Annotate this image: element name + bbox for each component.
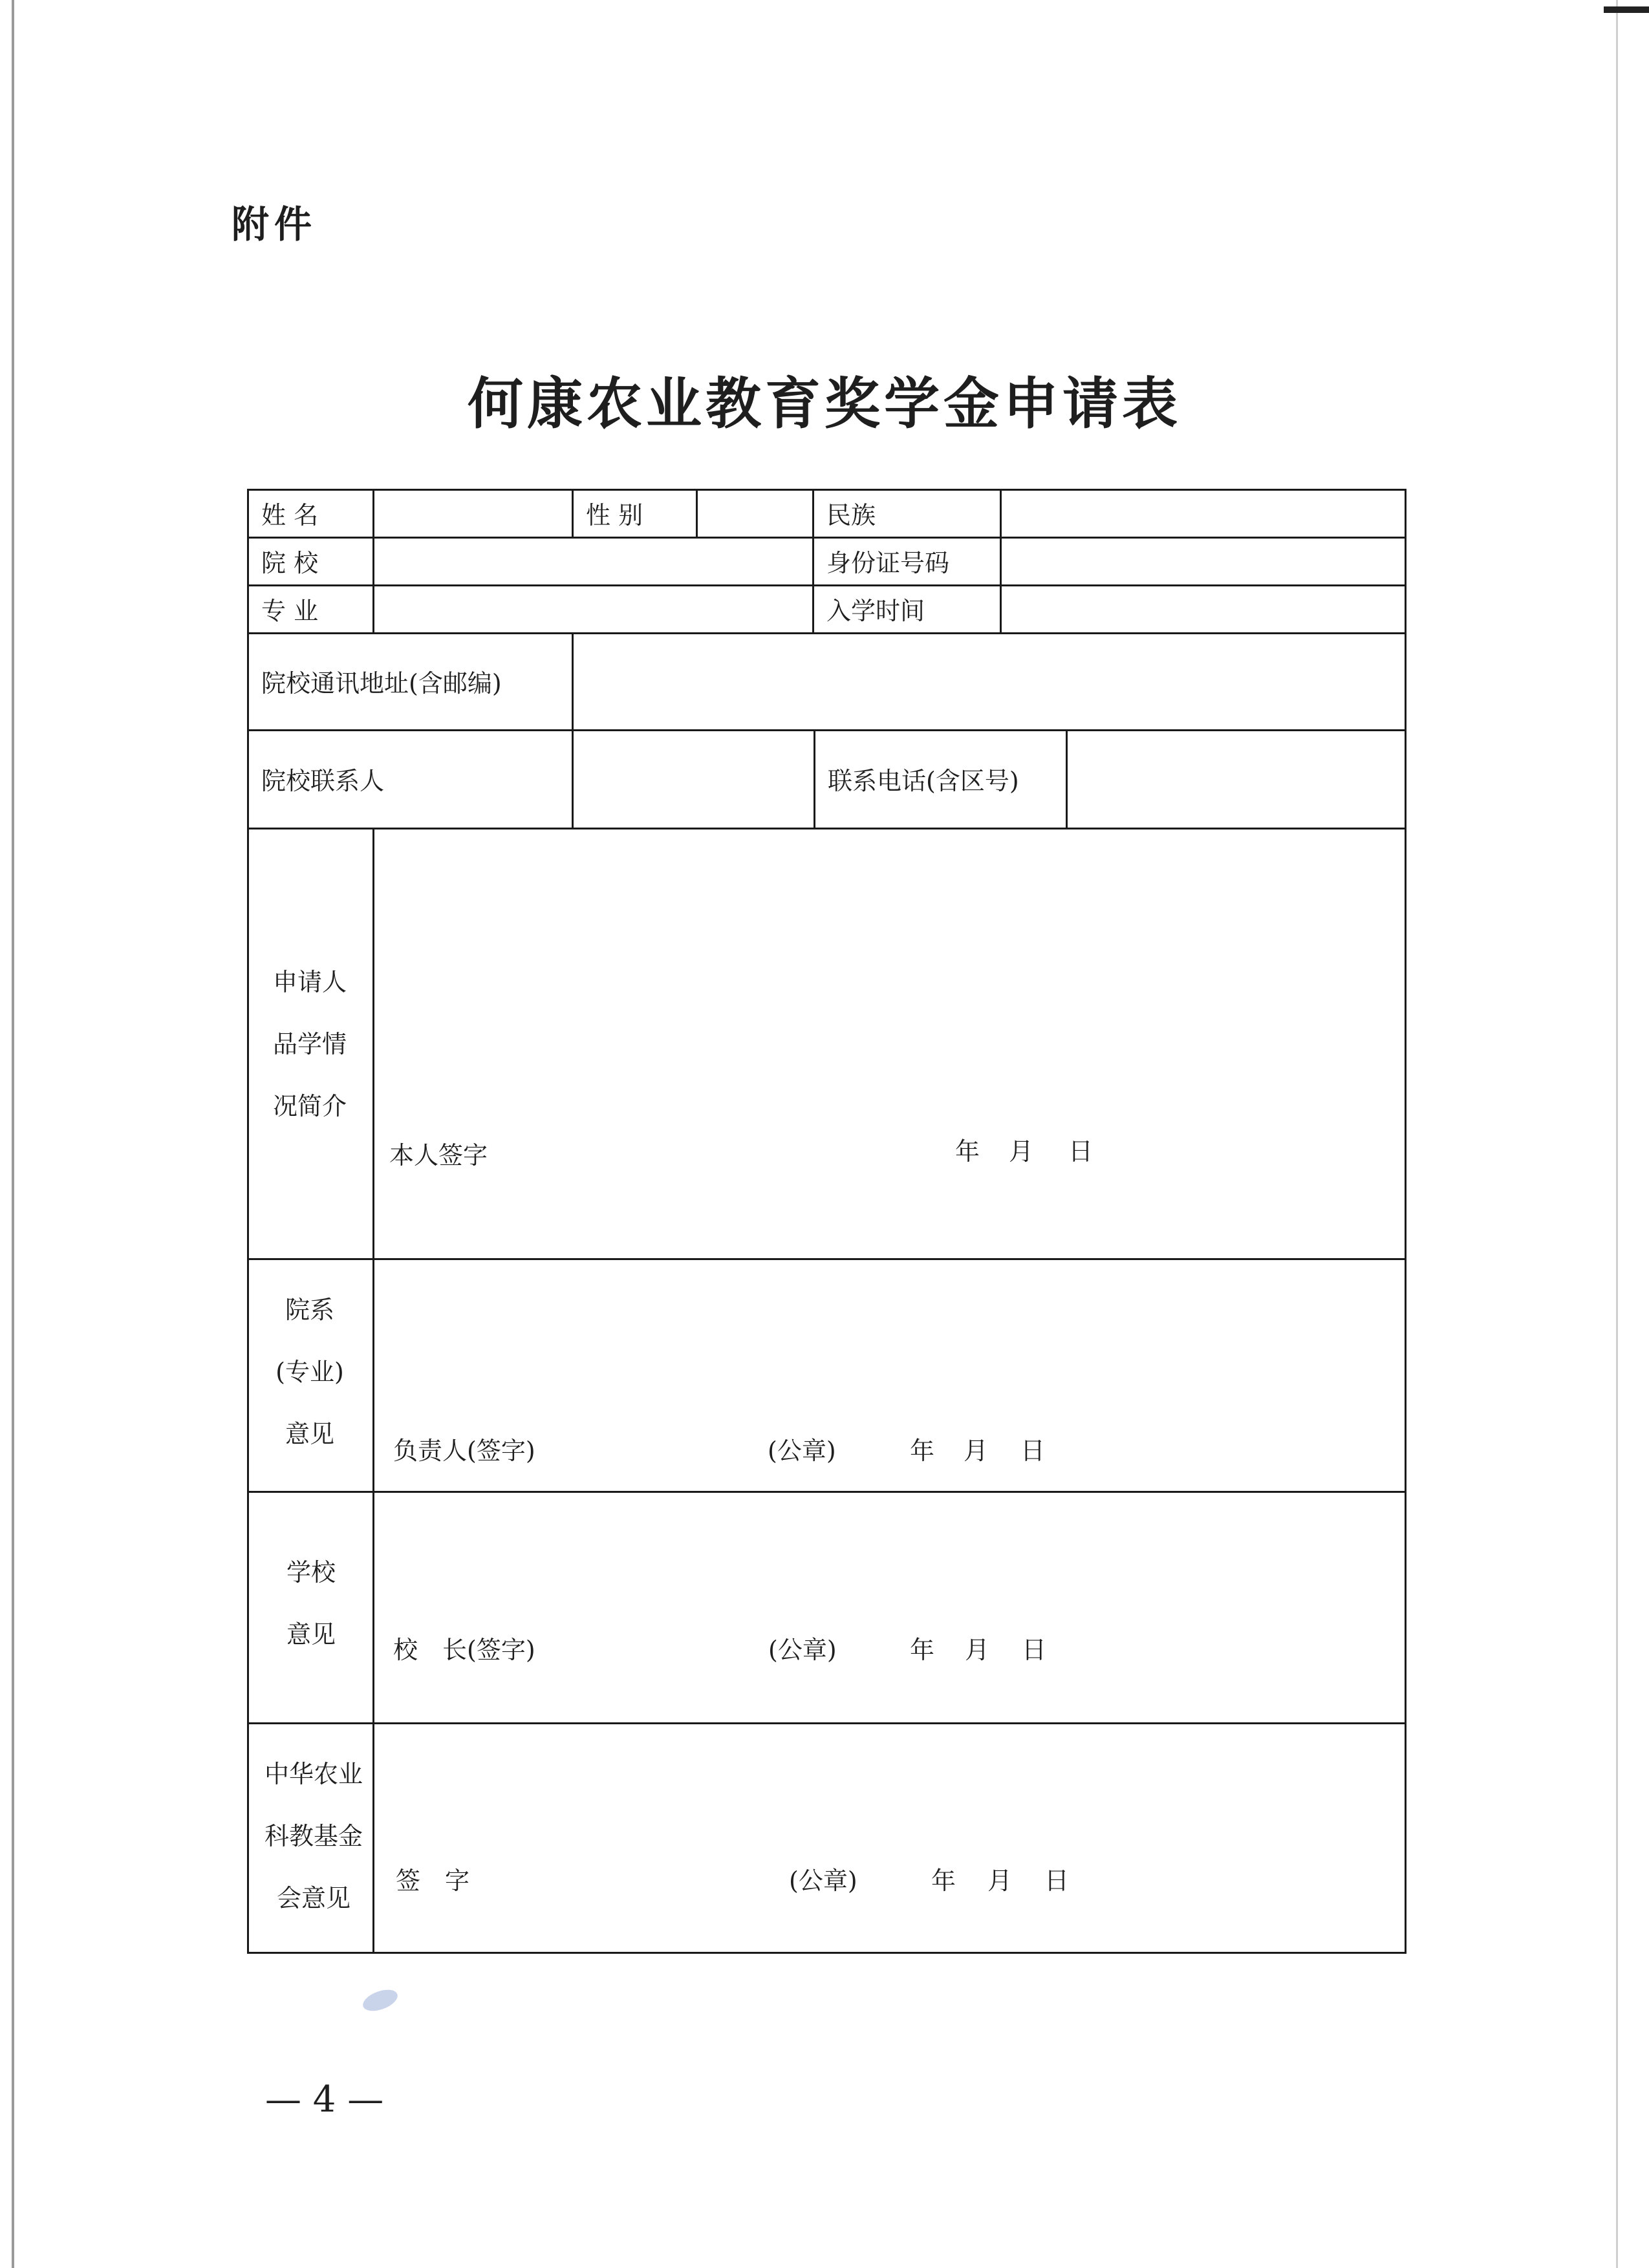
foundation-seal-label: (公章): [789, 1867, 857, 1895]
department-day: 日: [1020, 1437, 1046, 1465]
applicant-section-label: [248, 951, 371, 1137]
school-opinion-field[interactable]: [374, 1493, 1405, 1622]
label-line: 意见: [285, 1420, 334, 1448]
phone-label: 联系电话(含区号): [828, 766, 1019, 795]
page-number: — 4 —: [265, 2079, 384, 2121]
department-signature-label: 负责人(签字): [393, 1437, 535, 1465]
scan-corner-mark: [1604, 6, 1649, 13]
gender-field[interactable]: [696, 489, 812, 537]
gender-label: 性 别: [586, 500, 643, 530]
label-line: 会意见: [276, 1884, 350, 1912]
school-year: 年: [910, 1636, 935, 1664]
department-opinion-field[interactable]: [374, 1260, 1405, 1415]
foundation-month: 月: [987, 1867, 1013, 1895]
school-month: 月: [965, 1636, 990, 1664]
scan-right-edge: [1616, 0, 1618, 2268]
foundation-section-label: [252, 1743, 375, 1929]
applicant-month: 月: [1009, 1137, 1034, 1166]
label-line: 学校: [286, 1558, 336, 1587]
name-label: 姓 名: [261, 500, 319, 530]
label-line: 申请人: [272, 968, 347, 996]
ethnicity-field[interactable]: [1000, 489, 1405, 537]
scan-speck: [360, 1985, 400, 2015]
label-line: 中华农业: [264, 1760, 363, 1788]
address-field[interactable]: [572, 632, 1405, 729]
scan-left-edge: [12, 0, 14, 2268]
application-form: [247, 489, 1406, 1954]
contact-person-field[interactable]: [572, 729, 814, 828]
label-line: (专业): [275, 1358, 344, 1386]
applicant-summary-field[interactable]: [374, 829, 1405, 1140]
contact-person-label: 院校联系人: [261, 766, 385, 795]
foundation-year: 年: [931, 1867, 956, 1895]
form-border-right: [1405, 489, 1406, 1954]
address-label: 院校通讯地址(含邮编): [261, 669, 502, 698]
id-number-field[interactable]: [1000, 537, 1405, 584]
department-month: 月: [964, 1437, 989, 1465]
label-line: 科教基金: [264, 1822, 363, 1850]
id-number-label: 身份证号码: [826, 548, 950, 577]
label-line: 况简介: [272, 1092, 347, 1120]
department-year: 年: [910, 1437, 935, 1465]
department-section-label: [248, 1279, 371, 1465]
school-seal-label: (公章): [768, 1636, 837, 1664]
school-label: 院 校: [261, 548, 319, 577]
ethnicity-label: 民族: [826, 500, 876, 530]
enroll-date-label: 入学时间: [826, 596, 925, 625]
school-signature-label: 校 长(签字): [393, 1636, 535, 1664]
foundation-day: 日: [1044, 1867, 1070, 1895]
label-line: 院系: [285, 1296, 334, 1324]
school-field[interactable]: [372, 537, 812, 584]
form-border-bottom: [247, 1952, 1406, 1954]
major-label: 专 业: [261, 596, 319, 625]
attachment-label: 附件: [232, 202, 318, 246]
applicant-signature-label: 本人签字: [389, 1141, 488, 1170]
applicant-day: 日: [1068, 1137, 1094, 1166]
school-section-label: [250, 1541, 372, 1665]
label-line: 品学情: [272, 1030, 347, 1058]
label-line: 意见: [286, 1620, 336, 1649]
phone-field[interactable]: [1066, 729, 1405, 828]
major-field[interactable]: [372, 584, 812, 632]
foundation-signature-label: 签 字: [396, 1867, 470, 1895]
enroll-date-field[interactable]: [1000, 584, 1405, 632]
form-title: 何康农业教育奖学金申请表: [468, 371, 1181, 436]
department-seal-label: (公章): [768, 1437, 836, 1465]
school-day: 日: [1022, 1636, 1047, 1664]
name-field[interactable]: [372, 489, 572, 537]
applicant-year: 年: [955, 1137, 980, 1166]
foundation-opinion-field[interactable]: [374, 1724, 1405, 1854]
